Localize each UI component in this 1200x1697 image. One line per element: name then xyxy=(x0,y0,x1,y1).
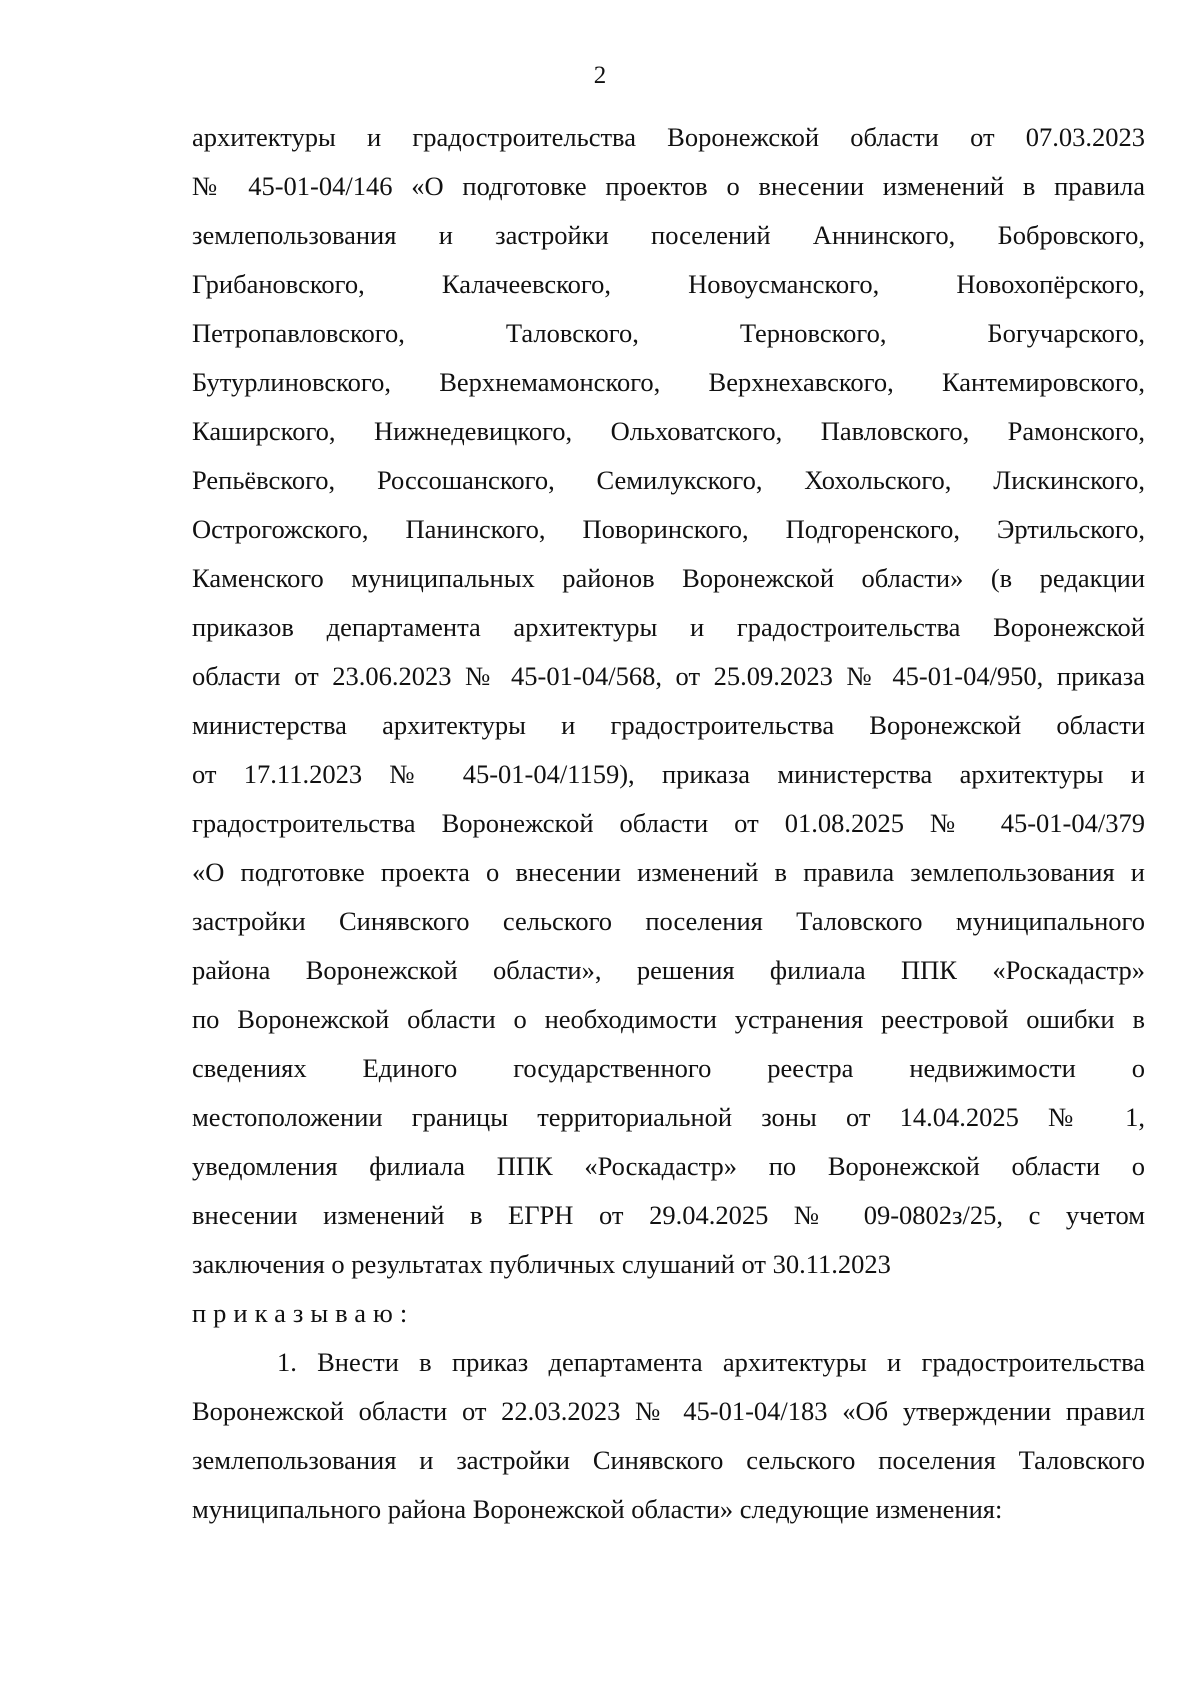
text-line: внесении изменений в ЕГРН от 29.04.2025 № 09-0802з/25, с учетом xyxy=(192,1200,1145,1230)
page-number: 2 xyxy=(593,62,607,89)
text-line: заключения о результатах публичных слушаний от 30.11.2023 xyxy=(192,1249,891,1279)
text-line: Острогожского, Панинского, Поворинского, Подгоренского, Эртильского, xyxy=(192,514,1145,544)
text-line: области от 23.06.2023 № 45-01-04/568, от 25.09.2023 № 45-01-04/950, приказа xyxy=(192,661,1145,691)
text-line: землепользования и застройки Синявского сельского поселения Таловского xyxy=(192,1445,1145,1475)
text-line: архитектуры и градостроительства Воронежской области от 07.03.2023 xyxy=(192,122,1145,152)
order-word: приказываю: xyxy=(192,1298,415,1328)
text-line: местоположении границы территориальной зоны от 14.04.2025 № 1, xyxy=(192,1102,1145,1132)
text-line: Каширского, Нижнедевицкого, Ольховатского, Павловского, Рамонского, xyxy=(192,416,1145,446)
text-line: Бутурлиновского, Верхнемамонского, Верхнехавского, Кантемировского, xyxy=(192,367,1145,397)
item-1-paragraph xyxy=(192,1338,1145,1534)
text-line: министерства архитектуры и градостроительства Воронежской области xyxy=(192,710,1145,740)
text-line: «О подготовке проекта о внесении изменений в правила землепользования и xyxy=(192,857,1145,887)
text-line: Петропавловского, Таловского, Терновского, Богучарского, xyxy=(192,318,1145,348)
text-line: Репьёвского, Россошанского, Семилукского, Хохольского, Лискинского, xyxy=(192,465,1145,495)
text-line: по Воронежской области о необходимости устранения реестровой ошибки в xyxy=(192,1004,1145,1034)
text-line: землепользования и застройки поселений Аннинского, Бобровского, xyxy=(192,220,1145,250)
text-line: Каменского муниципальных районов Воронежской области» (в редакции xyxy=(192,563,1145,593)
text-line: Грибановского, Калачеевского, Новоусманского, Новохопёрского, xyxy=(192,269,1145,299)
text-line: сведениях Единого государственного реестра недвижимости о xyxy=(192,1053,1145,1083)
text-line: от 17.11.2023 № 45-01-04/1159), приказа министерства архитектуры и xyxy=(192,759,1145,789)
text-line: уведомления филиала ППК «Роскадастр» по Воронежской области о xyxy=(192,1151,1145,1181)
text-line: района Воронежской области», решения филиала ППК «Роскадастр» xyxy=(192,955,1145,985)
document-body xyxy=(192,113,1145,1534)
text-line: 1. Внести в приказ департамента архитектуры и градостроительства xyxy=(277,1347,1145,1377)
text-line: № 45-01-04/146 «О подготовке проектов о внесении изменений в правила xyxy=(192,171,1145,201)
text-line: приказов департамента архитектуры и градостроительства Воронежской xyxy=(192,612,1145,642)
text-line: градостроительства Воронежской области от 01.08.2025 № 45-01-04/379 xyxy=(192,808,1145,838)
preamble-paragraph xyxy=(192,113,1145,1289)
text-line: застройки Синявского сельского поселения Таловского муниципального xyxy=(192,906,1145,936)
text-line: Воронежской области от 22.03.2023 № 45-01-04/183 «Об утверждении правил xyxy=(192,1396,1145,1426)
text-line: муниципального района Воронежской области» следующие изменения: xyxy=(192,1494,1003,1524)
